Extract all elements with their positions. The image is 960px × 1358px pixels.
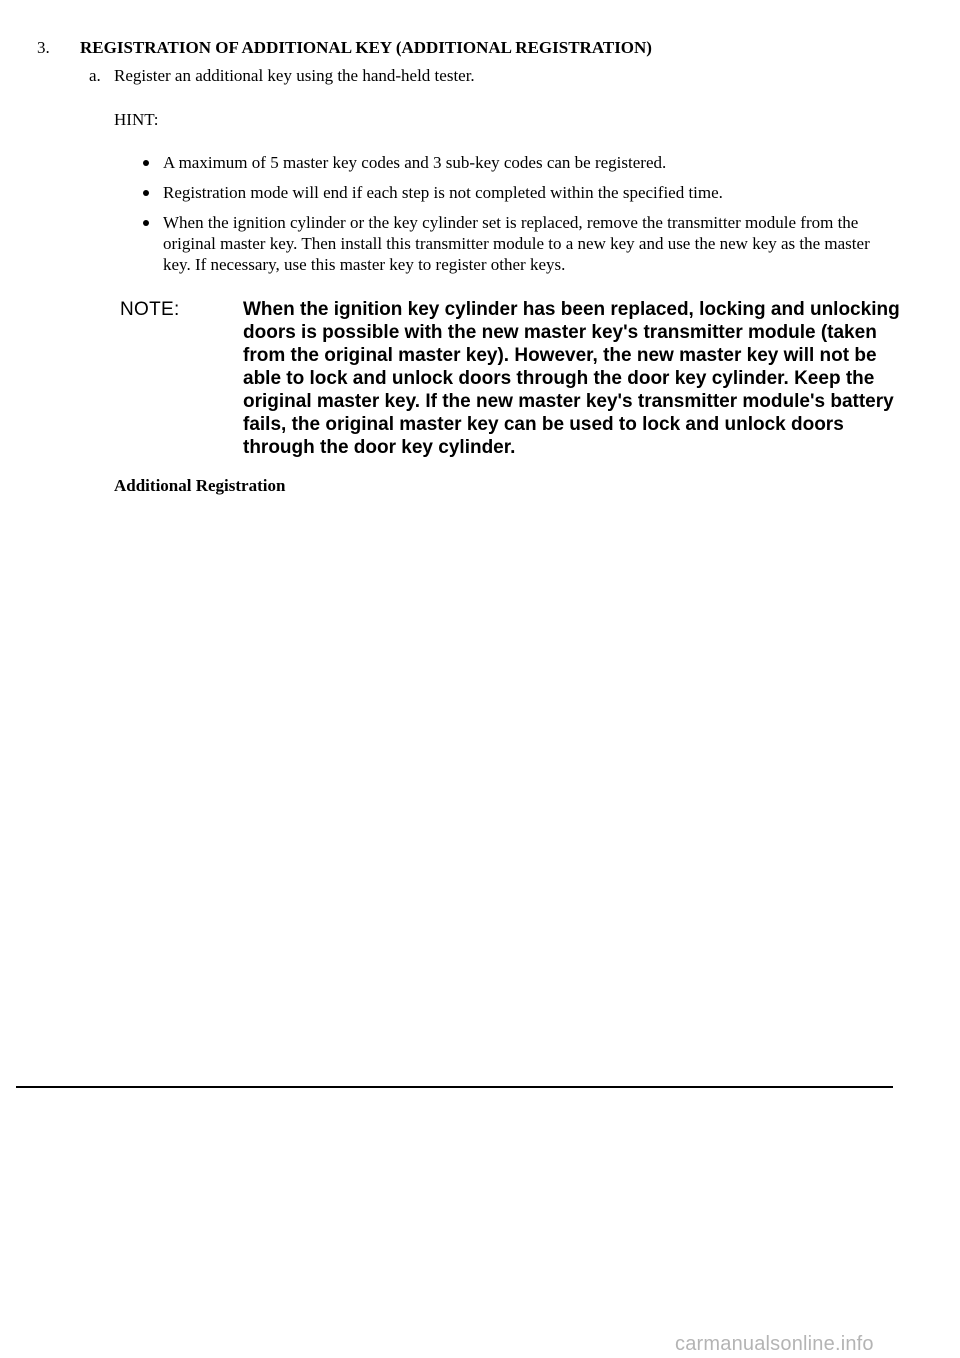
section-title: REGISTRATION OF ADDITIONAL KEY (ADDITIONAL REGISTRATION) xyxy=(80,38,652,57)
note-label: NOTE: xyxy=(120,299,180,320)
bullet-icon xyxy=(143,190,149,196)
hint-list-item xyxy=(140,152,900,173)
step-letter: a. xyxy=(89,66,101,85)
hint-item-text: Registration mode will end if each step is not completed within the specified time. xyxy=(163,183,723,202)
bullet-icon xyxy=(143,160,149,166)
hint-list-item xyxy=(140,212,900,275)
hint-label: HINT: xyxy=(114,110,159,129)
horizontal-rule xyxy=(16,1086,893,1088)
hint-item-text: When the ignition cylinder or the key cylinder set is replaced, remove the transmitter module from the original master key. Then install this transmitter module to a new key and use the new key as the master key. If necessary, use this master key to register other keys. xyxy=(163,213,870,274)
hint-list-item xyxy=(140,182,900,203)
subheading: Additional Registration xyxy=(114,476,286,495)
hint-list xyxy=(140,152,900,284)
watermark: carmanualsonline.info xyxy=(675,1333,874,1355)
hint-item-text: A maximum of 5 master key codes and 3 sub-key codes can be registered. xyxy=(163,153,667,172)
section-number: 3. xyxy=(37,38,50,57)
note-text: When the ignition key cylinder has been replaced, locking and unlocking doors is possible with the new master key's transmitter module (taken from the original master key). However, the new master key will not be able to lock and unlock doors through the door key cylinder. Keep the original master key. If the new master key's transmitter module's battery fails, the original master key can be used to lock and unlock doors through the door key cylinder. xyxy=(243,299,900,458)
bullet-icon xyxy=(143,220,149,226)
step-text: Register an additional key using the hand-held tester. xyxy=(114,66,475,85)
